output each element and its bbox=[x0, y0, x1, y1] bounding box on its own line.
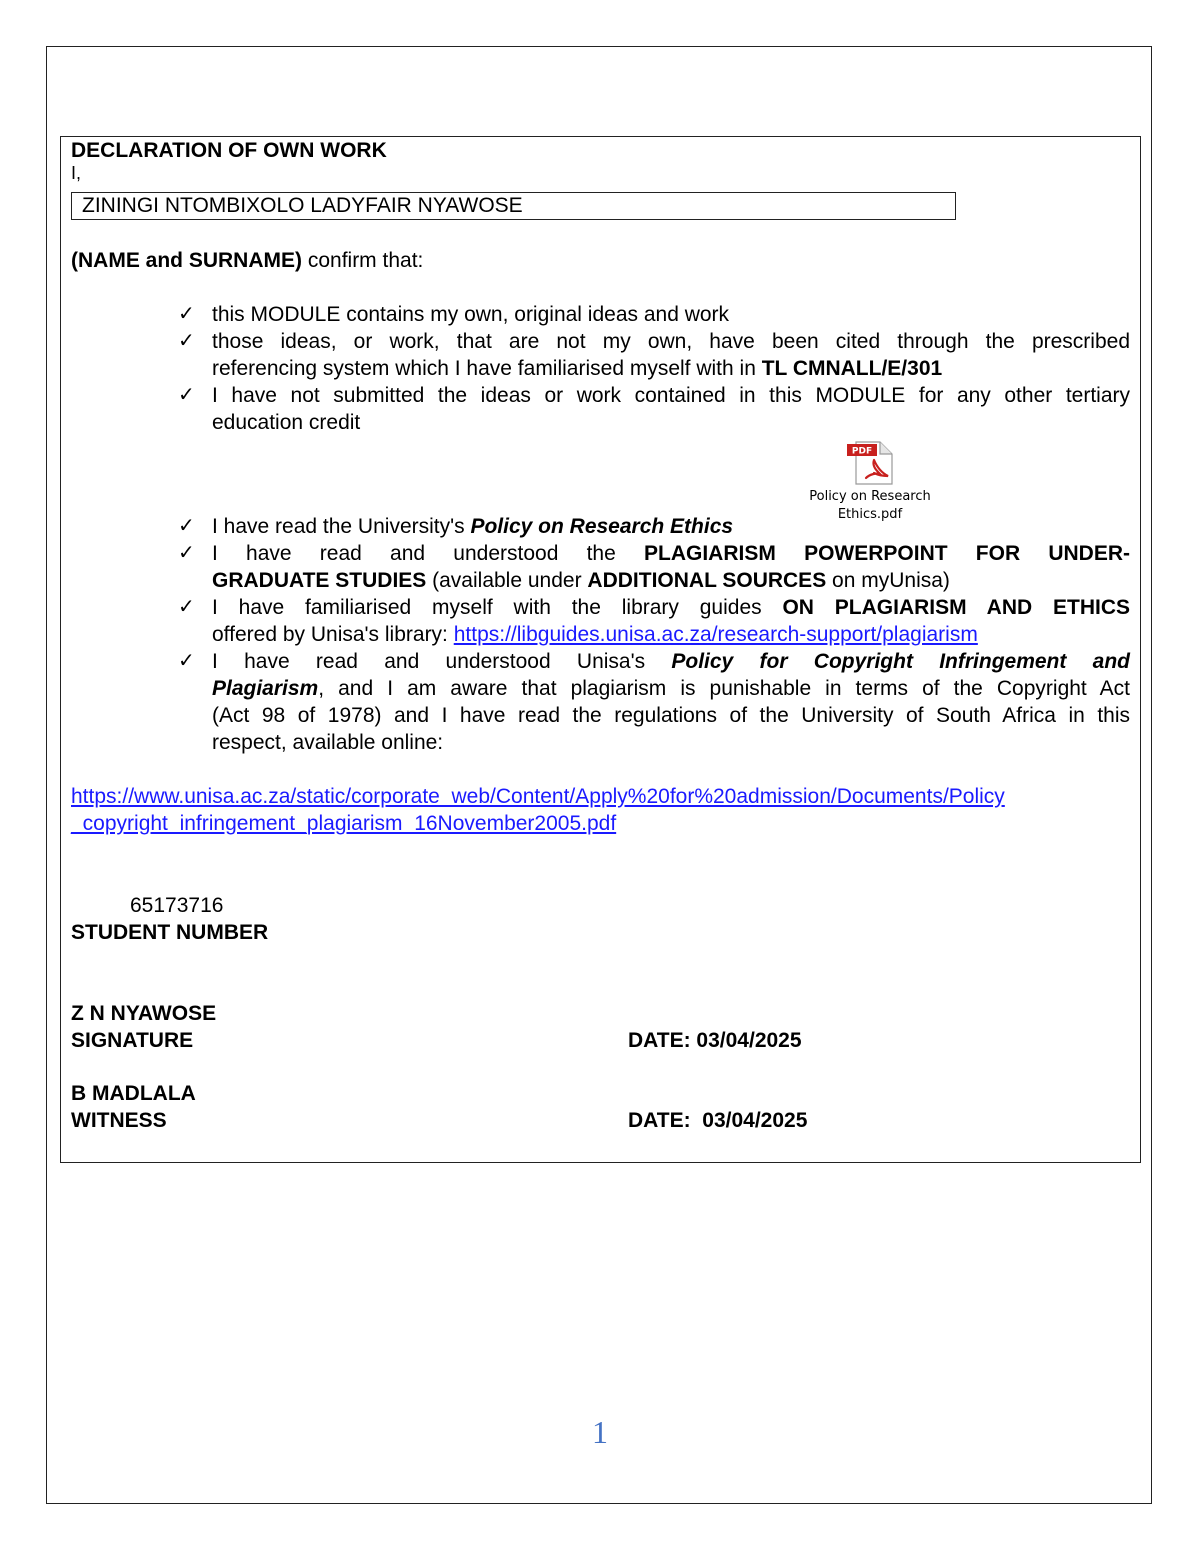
check-icon: ✓ bbox=[178, 384, 195, 406]
full-name-field[interactable] bbox=[71, 192, 956, 220]
bullet-cited-text: referencing system which I have familiarised myself with in bbox=[212, 357, 762, 380]
policy-research-ethics: Policy on Research Ethics bbox=[470, 515, 734, 538]
policy-link-line2[interactable]: _copyright_infringement_plagiarism_16November2005.pdf bbox=[71, 812, 617, 835]
bullet-powerpoint-text: I have read and understood the bbox=[212, 542, 645, 565]
bullet-copyright-line1 bbox=[212, 648, 1130, 675]
bullet-copyright-line3: (Act 98 of 1978) and I have read the regulations of the University of South Africa in this bbox=[212, 704, 1130, 727]
bullet-library-guides-line2 bbox=[212, 621, 1130, 648]
bullet-not-submitted-line2: education credit bbox=[212, 411, 361, 434]
bullet-research-ethics-text: I have read the University's bbox=[212, 515, 471, 538]
bullet-copyright-line2 bbox=[212, 675, 1130, 702]
confirm-line bbox=[71, 247, 423, 274]
witness-value: B MADLALA bbox=[71, 1082, 196, 1105]
plagiarism-powerpoint: PLAGIARISM POWERPOINT FOR UNDER- bbox=[644, 542, 1130, 565]
policy-copyright: Policy for Copyright Infringement and bbox=[671, 650, 1130, 673]
signature-date: DATE: 03/04/2025 bbox=[628, 1029, 802, 1052]
bullet-not-submitted-line1: I have not submitted the ideas or work contained in this MODULE for any other tertiary bbox=[212, 384, 1130, 407]
policy-link-line2-wrap bbox=[71, 810, 616, 837]
offered-by-library: offered by Unisa's library: bbox=[212, 623, 454, 646]
bullet-powerpoint-line2 bbox=[212, 567, 1130, 594]
pdf-label-line2: Ethics.pdf bbox=[837, 507, 903, 522]
witness-label: WITNESS bbox=[71, 1109, 167, 1132]
policy-link-line1-wrap bbox=[71, 783, 1005, 810]
bullet-copyright-line4: respect, available online: bbox=[212, 731, 444, 754]
policy-link-line1[interactable]: https://www.unisa.ac.za/static/corporate_web/Content/Apply%20for%20admission/Documents/Policy bbox=[71, 785, 1005, 808]
student-number-value: 65173716 bbox=[130, 894, 224, 917]
copyright-text: I have read and understood Unisa's bbox=[212, 650, 672, 673]
pdf-attachment-label[interactable] bbox=[790, 488, 950, 524]
bullet-library-guides-line1 bbox=[212, 594, 1130, 621]
on-plagiarism-ethics: ON PLAGIARISM AND ETHICS bbox=[782, 596, 1131, 619]
i-label: I, bbox=[71, 163, 82, 183]
check-icon: ✓ bbox=[178, 650, 195, 672]
libguides-link[interactable]: https://libguides.unisa.ac.za/research-support/plagiarism bbox=[453, 623, 978, 646]
plagiarism-term: Plagiarism bbox=[212, 677, 319, 700]
library-guides-text: I have familiarised myself with the library guides bbox=[212, 596, 783, 619]
available-under: (available under bbox=[426, 569, 588, 592]
on-myunisa: on myUnisa) bbox=[826, 569, 950, 592]
name-surname-label: (NAME and SURNAME) bbox=[71, 249, 302, 272]
student-number-label: STUDENT NUMBER bbox=[71, 921, 269, 944]
check-icon: ✓ bbox=[178, 303, 195, 325]
witness-date: DATE: 03/04/2025 bbox=[628, 1109, 808, 1132]
check-icon: ✓ bbox=[178, 542, 195, 564]
confirm-text: confirm that: bbox=[302, 249, 424, 272]
full-name-value: ZININGI NTOMBIXOLO LADYFAIR NYAWOSE bbox=[82, 194, 523, 217]
pdf-badge-text: PDF bbox=[851, 446, 873, 457]
pdf-attachment-icon[interactable] bbox=[846, 440, 894, 486]
bullet-cited-line2 bbox=[212, 355, 1130, 382]
signature-value: Z N NYAWOSE bbox=[71, 1002, 217, 1025]
check-icon: ✓ bbox=[178, 515, 195, 537]
check-icon: ✓ bbox=[178, 330, 195, 352]
bullet-own-work: this MODULE contains my own, original ideas and work bbox=[212, 303, 730, 326]
graduate-studies: GRADUATE STUDIES bbox=[212, 569, 427, 592]
bullet-powerpoint-line1 bbox=[212, 540, 1130, 567]
bullet-cited-line1: those ideas, or work, that are not my own, have been cited through the prescribed bbox=[212, 330, 1130, 353]
module-code: TL CMNALL/E/301 bbox=[761, 357, 943, 380]
copyright-act-text: , and I am aware that plagiarism is punishable in terms of the Copyright Act bbox=[318, 677, 1130, 700]
additional-sources: ADDITIONAL SOURCES bbox=[587, 569, 827, 592]
pdf-label-line1: Policy on Research bbox=[809, 489, 931, 504]
pdf-file-icon bbox=[846, 440, 894, 486]
check-icon: ✓ bbox=[178, 596, 195, 618]
bullet-research-ethics bbox=[212, 513, 812, 540]
signature-label: SIGNATURE bbox=[71, 1029, 194, 1052]
page-number: 1 bbox=[592, 1414, 608, 1450]
declaration-title: DECLARATION OF OWN WORK bbox=[71, 139, 387, 162]
